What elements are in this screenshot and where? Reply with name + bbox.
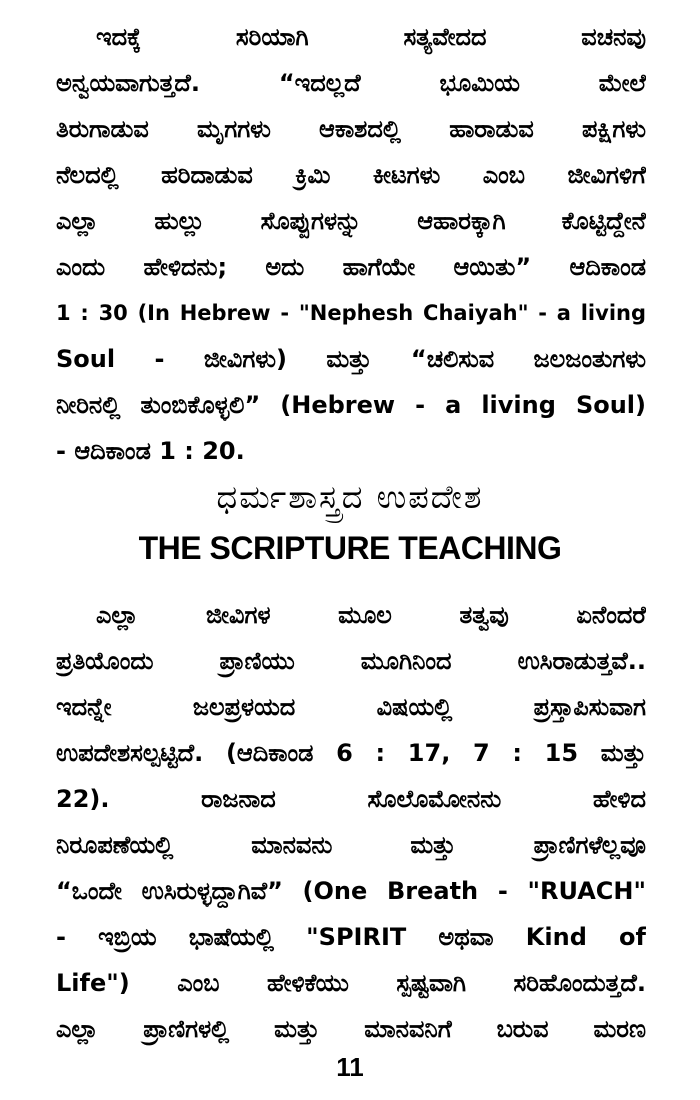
text-line: ಎಲ್ಲಾ ಪ್ರಾಣಿಗಳಲ್ಲಿ ಮತ್ತು ಮಾನವನಿಗೆ ಬರುವ ಮರಣ — [56, 1015, 646, 1043]
text-line: ಇದಕ್ಕೆ ಸರಿಯಾಗಿ ಸತ್ಯವೇದದ ವಚನವು — [96, 23, 646, 51]
text-line: 1 : 30 (In Hebrew - "Nephesh Chaiyah" - a living — [56, 301, 646, 325]
paragraph-intro — [56, 14, 646, 474]
page-number: 11 — [336, 1052, 364, 1082]
section-heading-kannada: ಧರ್ಮಶಾಸ್ತ್ರದ ಉಪದೇಶ — [216, 478, 484, 516]
text-line: “ಒಂದೇ ಉಸಿರುಳ್ಳದ್ದಾಗಿವೆ” (One Breath - "RUACH" — [56, 877, 646, 905]
text-line: ತಿರುಗಾಡುವ ಮೃಗಗಳು ಆಕಾಶದಲ್ಲಿ ಹಾರಾಡುವ ಪಕ್ಷಿಗಳು — [56, 115, 646, 143]
text-line: ಅನ್ವಯವಾಗುತ್ತದೆ. “ಇದಲ್ಲದೆ ಭೂಮಿಯ ಮೇಲೆ — [56, 69, 646, 97]
text-line: ನೆಲದಲ್ಲಿ ಹರಿದಾಡುವ ಕ್ರಿಮಿ ಕೀಟಗಳು ಎಂಬ ಜೀವಿಗಳಿಗೆ — [56, 161, 646, 189]
text-line: ನಿರೂಪಣೆಯಲ್ಲಿ ಮಾನವನು ಮತ್ತು ಪ್ರಾಣಿಗಳೆಲ್ಲವೂ — [56, 831, 646, 859]
text-line: ಪ್ರತಿಯೊಂದು ಪ್ರಾಣಿಯು ಮೂಗಿನಿಂದ ಉಸಿರಾಡುತ್ತವೆ.. — [56, 647, 646, 675]
section-heading-english: THE SCRIPTURE TEACHING — [138, 530, 562, 566]
text-line: ಎಂದು ಹೇಳಿದನು; ಅದು ಹಾಗೆಯೇ ಆಯಿತು” ಆದಿಕಾಂಡ — [56, 253, 646, 281]
text-line: ಎಲ್ಲಾ ಜೀವಿಗಳ ಮೂಲ ತತ್ವವು ಏನೆಂದರೆ — [96, 601, 646, 629]
text-line: ಇದನ್ನೇ ಜಲಪ್ರಳಯದ ವಿಷಯಲ್ಲಿ ಪ್ರಸ್ತಾಪಿಸುವಾಗ — [56, 693, 646, 721]
text-line: ನೀರಿನಲ್ಲಿ ತುಂಬಿಕೊಳ್ಳಲಿ” (Hebrew - a living Soul) — [56, 391, 646, 419]
text-line: 22). ರಾಜನಾದ ಸೊಲೊಮೋನನು ಹೇಳಿದ — [56, 785, 646, 813]
text-line: Soul - ಜೀವಿಗಳು) ಮತ್ತು “ಚಲಿಸುವ ಜಲಜಂತುಗಳು — [56, 345, 646, 373]
text-line: - ಆದಿಕಾಂಡ 1 : 20. — [56, 437, 245, 465]
text-line: Life") ಎಂಬ ಹೇಳಿಕೆಯು ಸ್ಪಷ್ಟವಾಗಿ ಸರಿಹೊಂದುತ್ತದೆ. — [56, 969, 646, 997]
text-line: ಉಪದೇಶಸಲ್ಪಟ್ಟಿದೆ. (ಆದಿಕಾಂಡ 6 : 17, 7 : 15 ಮತ್ತು — [56, 739, 646, 767]
text-line: - ಇಬ್ರಿಯ ಭಾಷೆಯಲ್ಲಿ "SPIRIT ಅಥವಾ Kind of — [56, 923, 646, 951]
paragraph-scripture-teaching — [56, 592, 646, 1052]
text-line: ಎಲ್ಲಾ ಹುಲ್ಲು ಸೊಪ್ಪುಗಳನ್ನು ಆಹಾರಕ್ಕಾಗಿ ಕೊಟ್ಟಿದ್ದೇನೆ — [56, 207, 646, 235]
